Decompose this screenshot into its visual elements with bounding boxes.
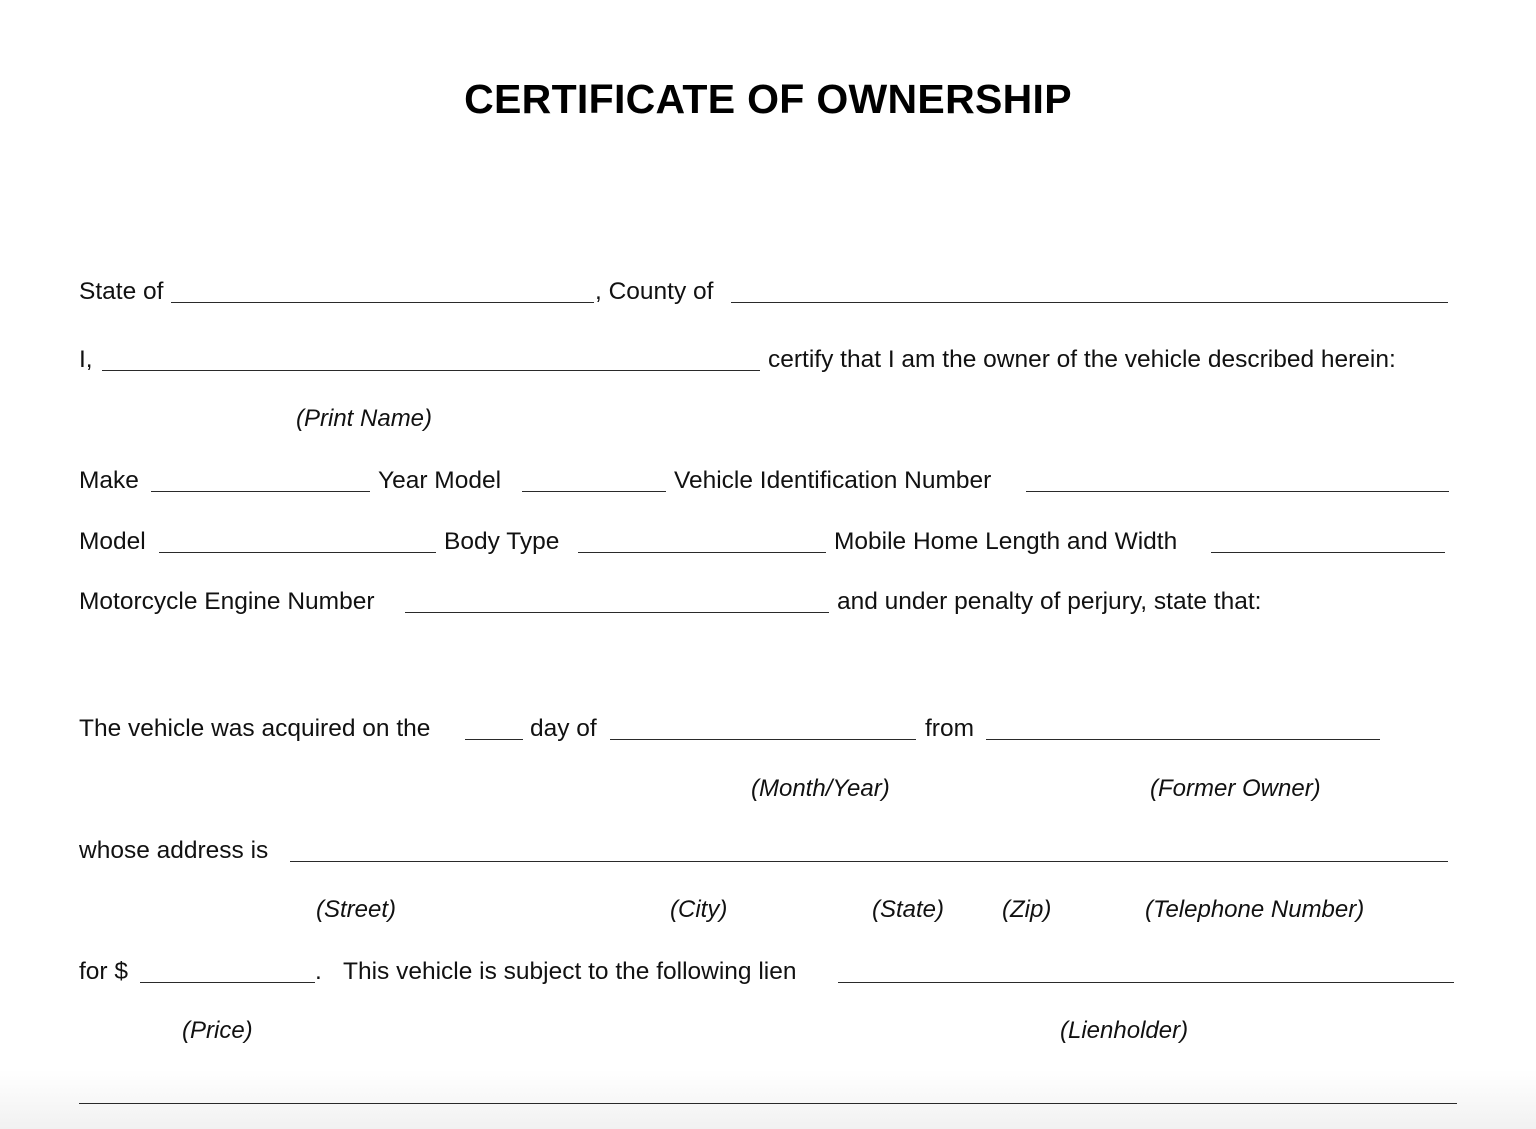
lienholder-hint: (Lienholder)	[1060, 1017, 1189, 1044]
model-field[interactable]	[159, 552, 436, 553]
print-name-hint: (Print Name)	[296, 405, 433, 432]
street-hint: (Street)	[316, 896, 397, 923]
state-label: State of	[79, 278, 164, 305]
day-of-label: day of	[530, 715, 597, 742]
year-model-label: Year Model	[378, 467, 502, 494]
mobile-home-field[interactable]	[1211, 552, 1445, 553]
telephone-hint: (Telephone Number)	[1145, 896, 1365, 923]
address-field[interactable]	[290, 861, 1448, 862]
continuation-field[interactable]	[79, 1103, 1457, 1104]
engine-number-field[interactable]	[405, 612, 829, 613]
certify-statement: certify that I am the owner of the vehicle described herein:	[768, 346, 1396, 373]
vin-label: Vehicle Identification Number	[674, 467, 992, 494]
zip-hint: (Zip)	[1002, 896, 1052, 923]
county-label: , County of	[595, 278, 714, 305]
make-field[interactable]	[151, 491, 370, 492]
vin-field[interactable]	[1026, 491, 1449, 492]
price-field[interactable]	[140, 982, 315, 983]
make-label: Make	[79, 467, 139, 494]
model-label: Model	[79, 528, 146, 555]
from-label: from	[925, 715, 974, 742]
mobile-home-label: Mobile Home Length and Width	[834, 528, 1178, 555]
city-hint: (City)	[670, 896, 728, 923]
former-owner-hint: (Former Owner)	[1150, 775, 1321, 802]
acquired-label: The vehicle was acquired on the	[79, 715, 431, 742]
county-field[interactable]	[731, 302, 1448, 303]
state-hint: (State)	[872, 896, 945, 923]
perjury-statement: and under penalty of perjury, state that:	[837, 588, 1262, 615]
engine-number-label: Motorcycle Engine Number	[79, 588, 375, 615]
price-period: .	[315, 958, 322, 985]
day-field[interactable]	[465, 739, 523, 740]
state-field[interactable]	[171, 302, 594, 303]
former-owner-field[interactable]	[986, 739, 1380, 740]
body-type-label: Body Type	[444, 528, 560, 555]
owner-prefix-label: I,	[79, 346, 93, 373]
month-year-field[interactable]	[610, 739, 916, 740]
lien-label: This vehicle is subject to the following lien	[343, 958, 797, 985]
lienholder-field[interactable]	[838, 982, 1454, 983]
price-hint: (Price)	[182, 1017, 253, 1044]
month-year-hint: (Month/Year)	[751, 775, 890, 802]
year-model-field[interactable]	[522, 491, 666, 492]
document-title: CERTIFICATE OF OWNERSHIP	[464, 76, 1072, 122]
body-type-field[interactable]	[578, 552, 826, 553]
price-label: for $	[79, 958, 129, 985]
address-label: whose address is	[79, 837, 269, 864]
print-name-field[interactable]	[102, 370, 760, 371]
